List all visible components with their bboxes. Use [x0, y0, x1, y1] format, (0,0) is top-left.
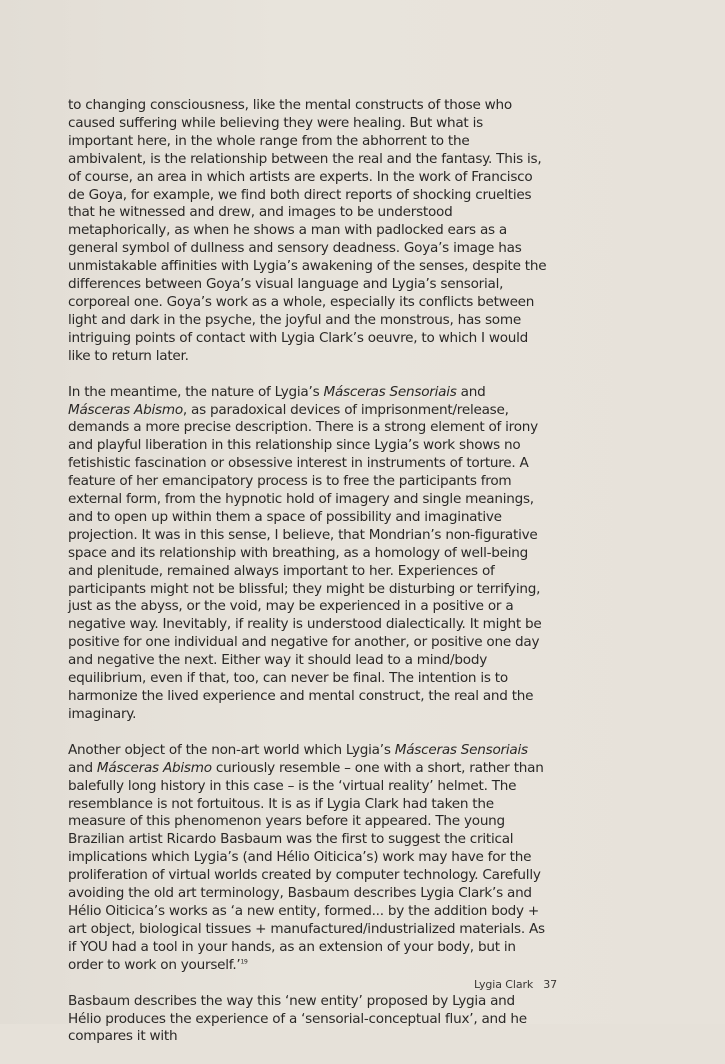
running-head: Lygia Clark	[474, 978, 534, 991]
italic-title: Másceras Sensoriais	[394, 741, 528, 758]
paragraph-1	[68, 97, 548, 366]
paragraph-4	[68, 993, 548, 1047]
page-footer	[474, 978, 557, 991]
text-run: Another object of the non-art world which Lygia’s	[68, 741, 395, 758]
text-run: In the meantime, the nature of Lygia’s	[68, 383, 324, 400]
paragraph-2	[68, 384, 548, 724]
page-number: 37	[543, 978, 557, 991]
footnote-marker: 19	[240, 958, 248, 966]
text-run: and	[68, 759, 97, 776]
text-run: Basbaum describes the way this ‘new entity’ proposed by Lygia and Hélio produces the experience of a ‘sensorial-conceptual flux’, and he compares it with	[68, 992, 527, 1045]
text-run: and	[456, 383, 486, 400]
paragraph-3	[68, 742, 548, 975]
text-run: to changing consciousness, like the mental constructs of those who caused suffering while believing they were healing. But what is important here, in the whole range from the abhorrent to the ambivalent, is the relationship between the real and the fantasy. This is, of course, an area in which artists are experts. In the work of Francisco de Goya, for example, we find both direct reports of shocking cruelties that he witnessed and drew, and images to be understood metaphorically, as when he shows a man with padlocked ears as a general symbol of dullness and sensory deadness. Goya’s image has unmistakable affinities with Lygia’s awakening of the senses, despite the differences between Goya’s visual language and Lygia’s sensorial, corporeal one. Goya’s work as a whole, especially its conflicts between light and dark in the psyche, the joyful and the monstrous, has some intriguing points of contact with Lygia Clark’s oeuvre, to which I would like to return later.	[68, 97, 547, 364]
italic-title: Másceras Abismo	[96, 759, 212, 776]
text-run: curiously resemble – one with a short, rather than balefully long history in this case – is the ‘virtual reality’ helmet. The resemblance is not fortuitous. It is as if Lygia Clark had taken the measure of this phenomenon years before it appeared. The young Brazilian artist Ricardo Basbaum was the first to suggest the critical implications which Lygia’s (and Hélio Oiticica’s) work may have for the proliferation of virtual worlds created by computer technology. Carefully avoiding the old art terminology, Basbaum describes Lygia Clark’s and Hélio Oiticica’s works as ‘a new entity, formed... by the addition body + art object, biological tissues + manufactured/industrialized materials. As if YOU had a tool in your hands, as an extension of your body, but in order to work on yourself.’	[68, 759, 545, 973]
text-run: , as paradoxical devices of imprisonment/release, demands a more precise description. There is a strong element of irony and playful liberation in this relationship since Lygia’s work shows no fetishistic fascination or obsessive interest in instruments of torture. A feature of her emancipatory process is to free the participants from external form, from the hypnotic hold of imagery and single meanings, and to open up within them a space of possibility and imaginative projection. It was in this sense, I believe, that Mondrian’s non-figurative space and its relationship with breathing, as a homology of well-being and plenitude, remained always important to her. Experiences of participants might not be blissful; they might be disturbing or terrifying, just as the abyss, or the void, may be experienced in a positive or a negative way. Inevitably, if reality is understood dialectically. It might be positive for one individual and negative for another, or positive one day and negative the next. Either way it should lead to a mind/body equilibrium, even if that, too, can never be final. The intention is to harmonize the lived experience and mental construct, the real and the imaginary.	[68, 401, 542, 722]
italic-title: Másceras Sensoriais	[323, 383, 457, 400]
italic-title: Másceras Abismo	[68, 401, 183, 418]
body-text	[68, 97, 548, 1064]
